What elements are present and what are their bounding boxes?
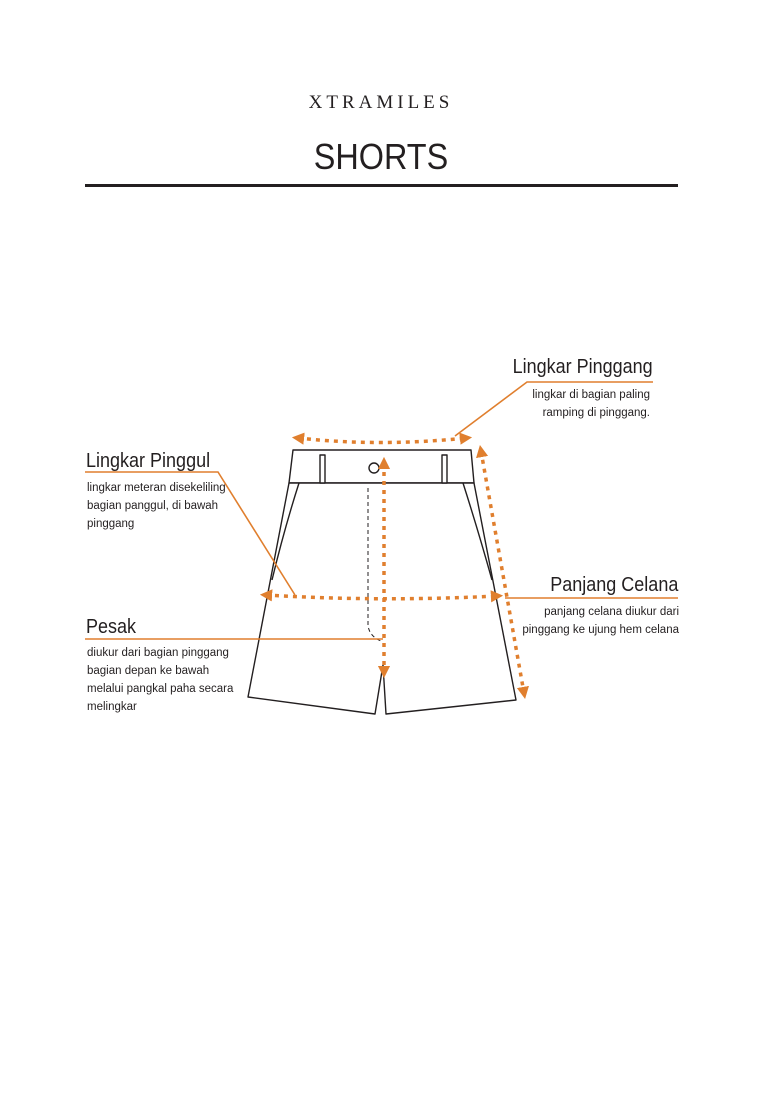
label-panjang-celana-title: Panjang Celana — [549, 574, 678, 596]
label-pesak-title: Pesak — [86, 616, 137, 638]
label-lingkar-pinggang-title: Lingkar Pinggang — [512, 356, 653, 378]
label-lingkar-pinggang-desc: lingkar di bagian paling ramping di pinggang. — [532, 389, 650, 419]
belt-loop-right — [442, 455, 447, 483]
brand-name: XTRAMILES — [308, 92, 454, 113]
label-panjang-celana-desc: panjang celana diukur dari pinggang ke ujung hem celana — [522, 606, 679, 636]
page-title: SHORTS — [313, 136, 449, 177]
belt-loop-left — [320, 455, 325, 483]
waist-button — [369, 463, 379, 473]
waist-arrow — [298, 438, 466, 443]
label-pesak-desc: diukur dari bagian pinggang bagian depan ke bawah melalui pangkal paha secara melingkar — [87, 647, 234, 713]
label-lingkar-pinggul-title: Lingkar Pinggul — [86, 450, 211, 472]
shorts-outline — [248, 450, 516, 714]
label-lingkar-pinggul-desc: lingkar meteran disekeliling bagian panggul, di bawah pinggang — [87, 482, 226, 530]
